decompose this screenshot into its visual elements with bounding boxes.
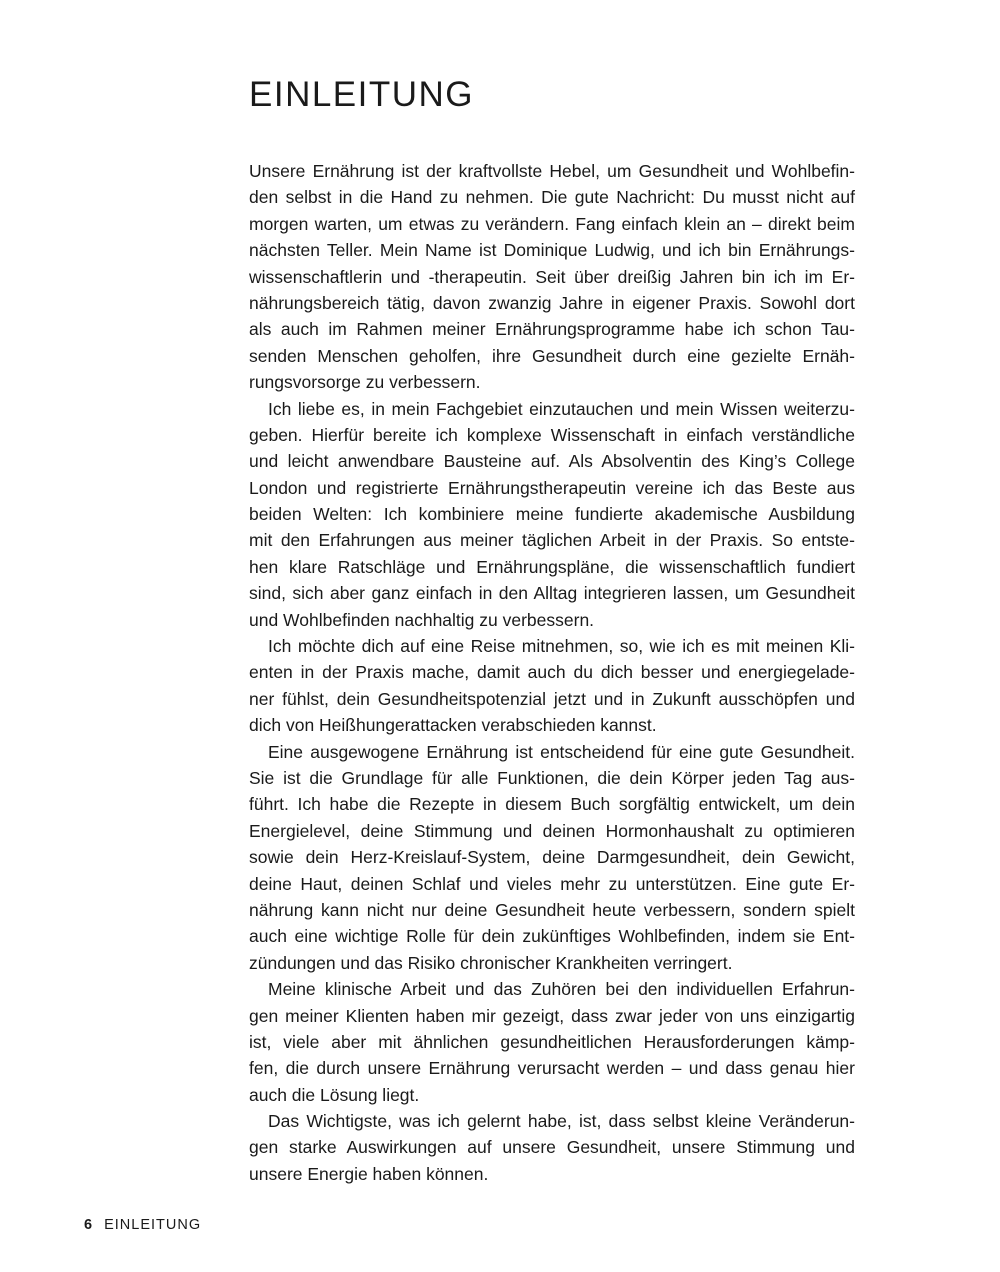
page-footer	[84, 1215, 201, 1235]
text-line: Sie ist die Grundlage für alle Funktionen, die dein Körper jeden Tag aus-	[249, 767, 855, 788]
text-line: sowie dein Herz-Kreislauf-System, deine Darmgesundheit, dein Gewicht,	[249, 847, 855, 868]
text-line: enten in der Praxis mache, damit auch du dich besser und energiegelade-	[249, 662, 855, 683]
paragraph-3	[249, 633, 855, 739]
text-line: als auch im Rahmen meiner Ernährungsprogramme habe ich schon Tau-	[249, 319, 855, 340]
text-line: ner fühlst, dein Gesundheitspotenzial jetzt und in Zukunft ausschöpfen und	[249, 688, 855, 709]
text-line: nährungsbereich tätig, davon zwanzig Jahre in eigener Praxis. Sowohl dort	[249, 292, 855, 313]
text-line: zündungen und das Risiko chronischer Krankheiten verringert.	[249, 952, 733, 973]
text-line: den selbst in die Hand zu nehmen. Die gute Nachricht: Du musst nicht auf	[249, 187, 855, 208]
chapter-heading: EINLEITUNG	[249, 75, 475, 114]
paragraph-1	[249, 158, 855, 396]
text-line: Ich liebe es, in mein Fachgebiet einzutauchen und mein Wissen weiterzu-	[268, 398, 855, 419]
text-line: rungsvorsorge zu verbessern.	[249, 372, 481, 393]
text-line: unsere Energie haben können.	[249, 1163, 489, 1184]
paragraph-6	[249, 1108, 855, 1187]
paragraph-2	[249, 396, 855, 634]
text-line: sind, sich aber ganz einfach in den Alltag integrieren lassen, um Gesundheit	[249, 583, 855, 604]
text-line: wissenschaftlerin und -therapeutin. Seit über dreißig Jahren bin ich im Er-	[249, 266, 855, 287]
text-line: Meine klinische Arbeit und das Zuhören bei den individuellen Erfahrun-	[268, 979, 855, 1000]
paragraph-5	[249, 976, 855, 1108]
running-title: EINLEITUNG	[104, 1217, 202, 1233]
text-line: London und registrierte Ernährungstherapeutin vereine ich das Beste aus	[249, 477, 855, 498]
text-line: auch eine wichtige Rolle für dein zukünftiges Wohlbefinden, indem sie Ent-	[249, 926, 855, 947]
text-line: Das Wichtigste, was ich gelernt habe, ist, dass selbst kleine Veränderun-	[268, 1111, 855, 1132]
text-line: gen starke Auswirkungen auf unsere Gesundheit, unsere Stimmung und	[249, 1137, 855, 1158]
text-line: dich von Heißhungerattacken verabschieden kannst.	[249, 715, 657, 736]
text-line: fen, die durch unsere Ernährung verursacht werden – und dass genau hier	[249, 1058, 855, 1079]
text-line: Unsere Ernährung ist der kraftvollste Hebel, um Gesundheit und Wohlbefin-	[249, 161, 855, 181]
text-line: auch die Lösung liegt.	[249, 1084, 420, 1105]
text-line: nährung kann nicht nur deine Gesundheit heute verbessern, sondern spielt	[249, 899, 855, 920]
text-line: nächsten Teller. Mein Name ist Dominique Ludwig, und ich bin Ernährungs-	[249, 240, 855, 261]
text-line: führt. Ich habe die Rezepte in diesem Buch sorgfältig entwickelt, um dein	[249, 794, 855, 815]
text-line: mit den Erfahrungen aus meiner täglichen Arbeit in der Praxis. So entste-	[249, 530, 855, 551]
text-line: Ich möchte dich auf eine Reise mitnehmen, so, wie ich es mit meinen Kli-	[268, 636, 855, 657]
body-text	[249, 158, 855, 1187]
text-line: gen meiner Klienten haben mir gezeigt, dass zwar jeder von uns einzigartig	[249, 1005, 855, 1026]
text-line: morgen warten, um etwas zu verändern. Fang einfach klein an – direkt beim	[249, 213, 855, 234]
text-line: ist, viele aber mit ähnlichen gesundheitlichen Herausforderungen kämp-	[249, 1031, 855, 1052]
text-line: deine Haut, deinen Schlaf und vieles mehr zu unterstützen. Eine gute Er-	[249, 873, 855, 894]
text-line: Energielevel, deine Stimmung und deinen Hormonhaushalt zu optimieren	[249, 820, 855, 841]
text-line: Eine ausgewogene Ernährung ist entscheidend für eine gute Gesundheit.	[268, 741, 855, 762]
text-line: geben. Hierfür bereite ich komplexe Wissenschaft in einfach verständliche	[249, 424, 855, 445]
paragraph-4	[249, 739, 855, 977]
text-line: und leicht anwendbare Bausteine auf. Als Absolventin des King’s College	[249, 451, 855, 472]
text-line: und Wohlbefinden nachhaltig zu verbessern.	[249, 609, 595, 630]
text-line: beiden Welten: Ich kombiniere meine fundierte akademische Ausbildung	[249, 504, 855, 525]
text-line: hen klare Ratschläge und Ernährungspläne, die wissenschaftlich fundiert	[249, 556, 855, 577]
text-line: senden Menschen geholfen, ihre Gesundheit durch eine gezielte Ernäh-	[249, 345, 855, 366]
page-number: 6	[84, 1217, 94, 1233]
